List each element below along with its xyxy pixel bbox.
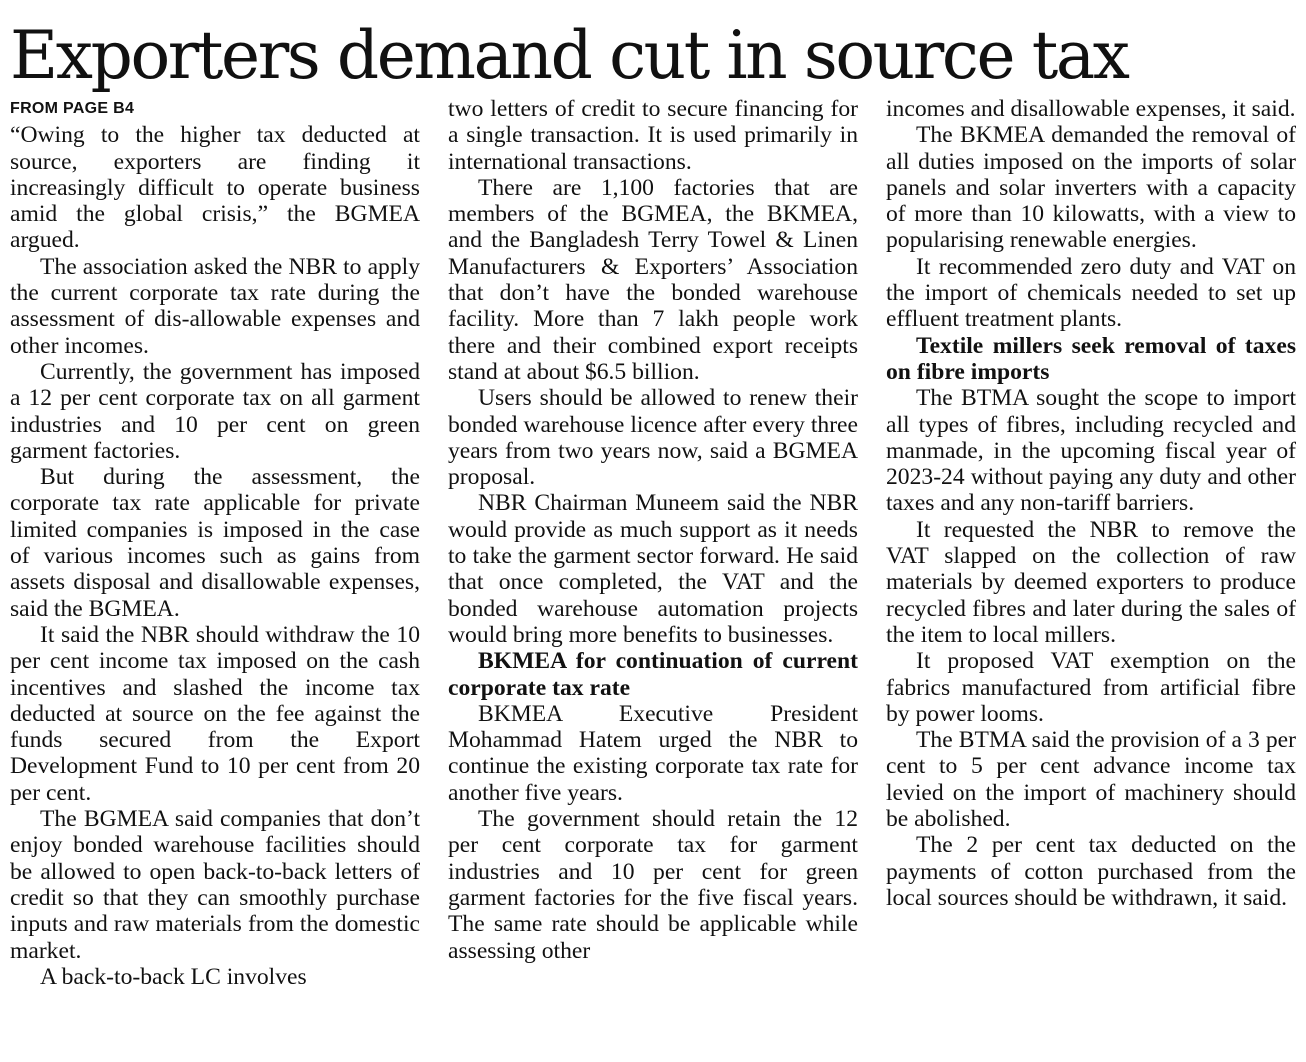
paragraph: “Owing to the higher tax deducted at source, exporters are finding it increasingly difficult to operate business amid the global crisis,” the BGMEA argued. bbox=[10, 122, 420, 254]
article-column-1 bbox=[10, 96, 420, 1058]
paragraph: It recommended zero duty and VAT on the import of chemicals needed to set up effluent treatment plants. bbox=[886, 253, 1296, 333]
subheading: BKMEA for continuation of current corporate tax rate bbox=[448, 648, 858, 701]
paragraph: It proposed VAT exemption on the fabrics manufactured from artificial fibre by power looms. bbox=[886, 648, 1296, 727]
paragraph: BKMEA Executive President Mohammad Hatem urged the NBR to continue the existing corporate tax rate for another five years. bbox=[448, 700, 858, 806]
article-column-2 bbox=[448, 96, 858, 1058]
paragraph: Currently, the government has imposed a 12 per cent corporate tax on all garment industries and 10 per cent on green garment factories. bbox=[10, 358, 420, 464]
paragraph: It said the NBR should withdraw the 10 per cent income tax imposed on the cash incentives and slashed the income tax deducted at source on the fee against the funds secured from the Export Development Fund to 10 per cent from 20 per cent. bbox=[10, 621, 420, 806]
headline: Exporters demand cut in source tax bbox=[10, 17, 1128, 94]
paragraph: The 2 per cent tax deducted on the payments of cotton purchased from the local sources should be withdrawn, it said. bbox=[886, 832, 1296, 911]
paragraph: The government should retain the 12 per cent corporate tax for garment industries and 10 per cent for green garment factories for the five fiscal years. The same rate should be applicable while assessing other bbox=[448, 806, 858, 964]
paragraph: two letters of credit to secure financing for a single transaction. It is used primarily in international transactions. bbox=[448, 96, 858, 175]
paragraph: NBR Chairman Muneem said the NBR would provide as much support as it needs to take the garment sector forward. He said that once completed, the VAT and the bonded warehouse automation projects would bring more benefits to businesses. bbox=[448, 490, 858, 648]
paragraph: The BGMEA said companies that don’t enjoy bonded warehouse facilities should be allowed to open back-to-back letters of credit so that they can smoothly purchase inputs and raw materials from the domestic market. bbox=[10, 806, 420, 964]
subheading: Textile millers seek removal of taxes on fibre imports bbox=[886, 332, 1296, 385]
paragraph: The BTMA sought the scope to import all types of fibres, including recycled and manmade, in the upcoming fiscal year of 2023-24 without paying any duty and other taxes and any non-tariff barriers. bbox=[886, 385, 1296, 517]
paragraph: But during the assessment, the corporate tax rate applicable for private limited companies is imposed in the case of various incomes such as gains from assets disposal and disallowable expenses, said the BGMEA. bbox=[10, 464, 420, 622]
paragraph: The BKMEA demanded the removal of all duties imposed on the imports of solar panels and solar inverters with a capacity of more than 10 kilowatts, with a view to popularising renewable energies. bbox=[886, 122, 1296, 254]
paragraph: The BTMA said the provision of a 3 per cent to 5 per cent advance income tax levied on the import of machinery should be abolished. bbox=[886, 727, 1296, 833]
article-column-3 bbox=[886, 96, 1296, 1058]
kicker-from-page: FROM PAGE B4 bbox=[10, 100, 135, 117]
paragraph: A back-to-back LC involves bbox=[40, 963, 307, 990]
paragraph: It requested the NBR to remove the VAT slapped on the collection of raw materials by deemed exporters to produce recycled fibres and later during the sales of the item to local millers. bbox=[886, 516, 1296, 648]
paragraph: incomes and disallowable expenses, it said. bbox=[886, 96, 1296, 122]
paragraph: The association asked the NBR to apply the current corporate tax rate during the assessment of dis-allowable expenses and other incomes. bbox=[10, 253, 420, 359]
paragraph: There are 1,100 factories that are members of the BGMEA, the BKMEA, and the Bangladesh Terry Towel & Linen Manufacturers & Exporters’ Association that don’t have the bonded warehouse facility. More than 7 lakh people work there and their combined export receipts stand at about $6.5 billion. bbox=[448, 174, 858, 385]
paragraph: Users should be allowed to renew their bonded warehouse licence after every three years from two years now, said a BGMEA proposal. bbox=[448, 385, 858, 491]
